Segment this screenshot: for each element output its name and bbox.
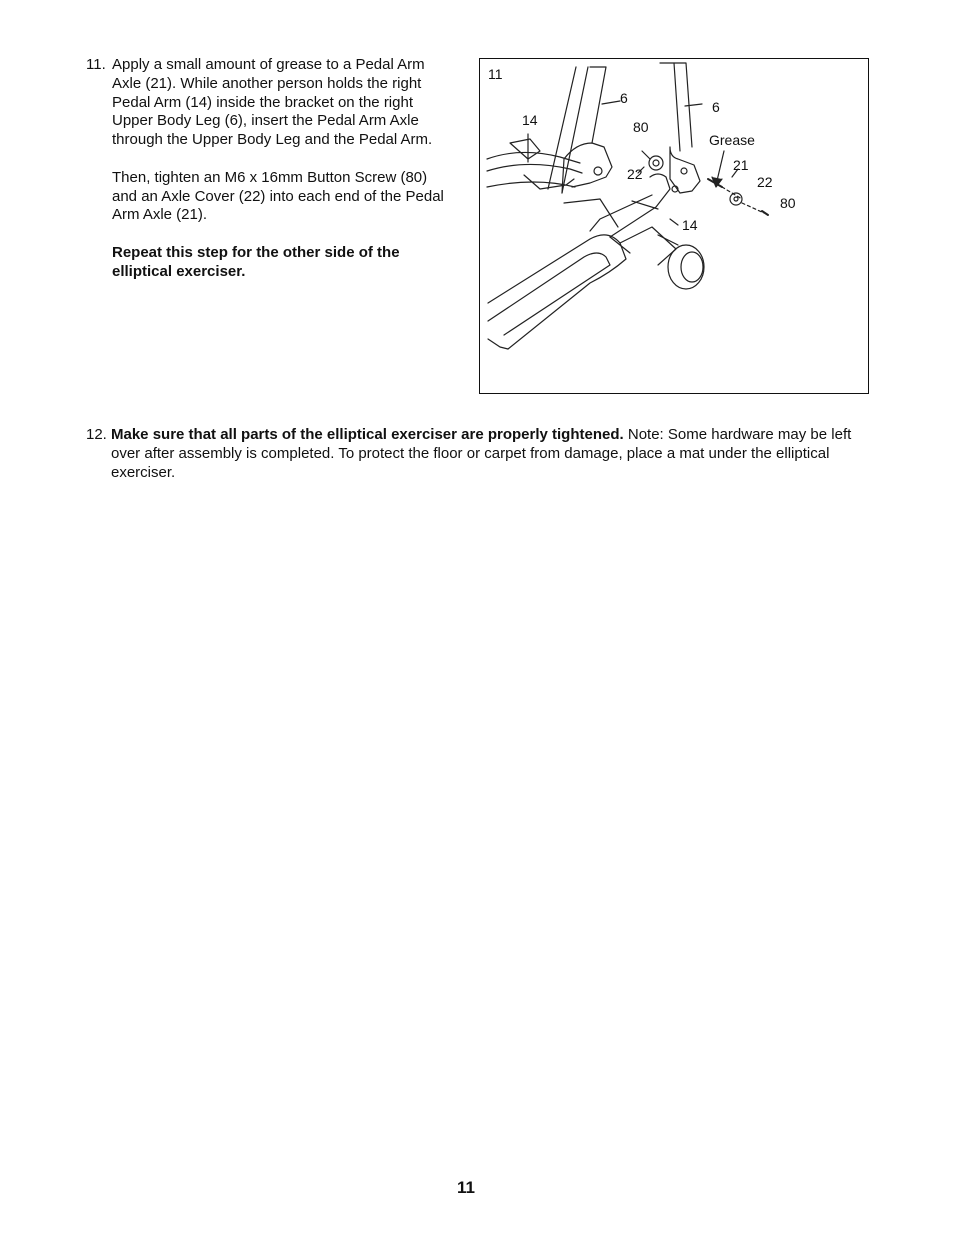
instruction-paragraph: Apply a small amount of grease to a Pedal Arm Axle (21). While another person holds the right Pedal Arm (14) inside the bracket on the right Upper Body Leg (6), insert the Pedal Arm Axle through the Upper Body Leg and the Pedal Arm. <box>112 56 433 149</box>
note-text: Note: Some hardware may be left over after assembly is completed. To protect the floor or carpet from damage, place a mat under the elliptical exerciser. <box>111 426 852 481</box>
callout-upper-body-leg-6: 6 <box>712 99 720 115</box>
step-body <box>112 56 452 300</box>
step-body <box>111 426 876 501</box>
repeat-note: Repeat this step for the other side of the elliptical exerciser. <box>112 243 400 280</box>
callout-axle-cover-22: 22 <box>627 166 643 182</box>
callout-button-screw-80: 80 <box>633 119 649 135</box>
callout-axle-cover-22: 22 <box>757 174 773 190</box>
callout-button-screw-80: 80 <box>780 195 796 211</box>
assembly-drawing <box>480 59 870 395</box>
callout-upper-body-leg-6: 6 <box>620 90 628 106</box>
callout-grease: Grease <box>709 132 755 148</box>
instruction-paragraph <box>111 426 876 482</box>
step-12 <box>86 426 876 486</box>
figure-step-label: 11 <box>488 66 503 82</box>
tighten-warning: Make sure that all parts of the elliptical exerciser are properly tightened. <box>111 426 624 443</box>
assembly-figure <box>479 58 869 394</box>
step-11 <box>86 56 456 316</box>
callout-pedal-arm-14: 14 <box>682 217 698 233</box>
callout-axle-21: 21 <box>733 157 749 173</box>
step-number: 12. <box>86 426 107 443</box>
step-number: 11. <box>86 56 106 73</box>
page-number: 11 <box>457 1178 475 1197</box>
callout-pedal-arm-14: 14 <box>522 112 538 128</box>
instruction-paragraph: Then, tighten an M6 x 16mm Button Screw (80) and an Axle Cover (22) into each end of the Pedal Arm Axle (21). <box>112 168 444 224</box>
